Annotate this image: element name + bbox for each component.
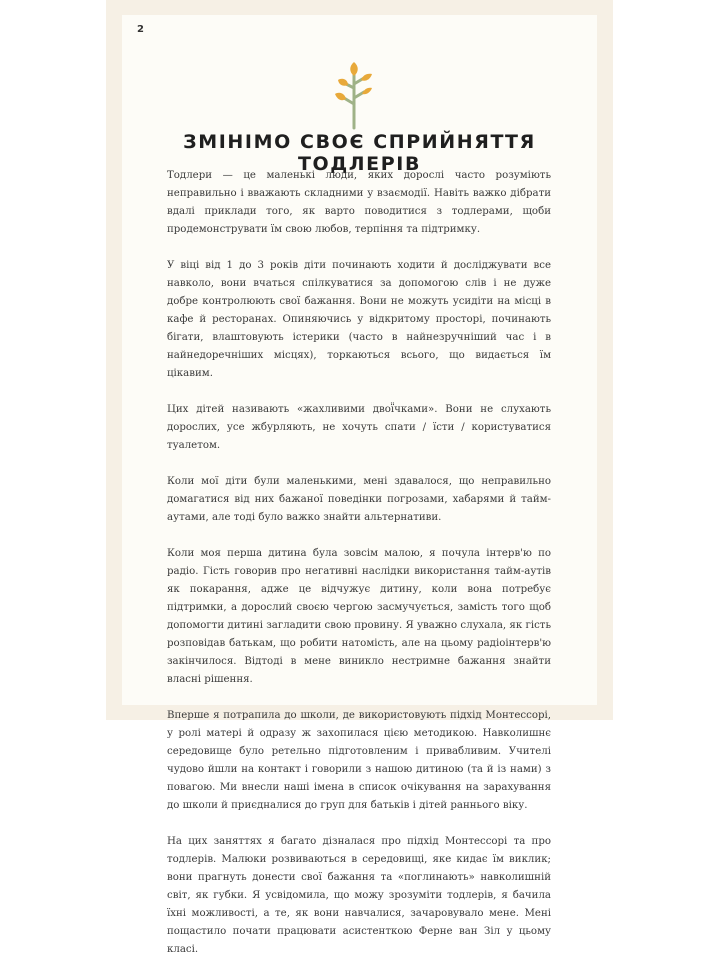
- paragraph: На цих заняттях я багато дізналася про підхід Монтессорі та про тодлерів. Малюки розвиваються в середовищі, яке кидає їм виклик; вони прагнуть донести свої бажання та «поглинають» навколишній світ, як губки. Я усвідомила, що можу зрозуміти тодлерів, я бачила їхні можливості, а те, як вони навчалися, зачаровувало мене. Мені пощастило почати працювати асистенткою Ферне ван Зіл у цьому класі.: [167, 836, 551, 955]
- page-number: 2: [137, 24, 144, 35]
- paragraph: Коли моя перша дитина була зовсім малою, я почула інтерв'ю по радіо. Гість говорив про негативні наслідки використання тайм-аутів як покарання, адже це відчужує дитину, коли вона потребує підтримки, а дорослий своєю чергою засмучується, замість того щоб допомогти дитині загладити свою провину. Я уважно слухала, як гість розповідав батькам, що робити натомість, але на цьому радіоінтерв'ю закінчилося. Відтоді в мене виникло нестримне бажання знайти власні рішення.: [167, 548, 551, 685]
- paragraph: У віці від 1 до 3 років діти починають ходити й досліджувати все навколо, вони вчаться спілкуватися за допомогою слів і не дуже добре контролюють свої бажання. Вони не можуть усидіти на місці в кафе й ресторанах. Опиняючись у відкритому просторі, починають бігати, влаштовують істерики (часто в найнезручніший час і в найнедоречніших місцях), торкаються всього, що видається їм цікавим.: [167, 260, 551, 379]
- paragraph: Коли мої діти були маленькими, мені здавалося, що неправильно домагатися від них бажаної поведінки погрозами, хабарями й тайм-аутами, але тоді було важко знайти альтернативи.: [167, 476, 551, 523]
- plant-sprig-icon: [326, 58, 382, 130]
- paragraph: Тодлери — це маленькі люди, яких дорослі часто розуміють неправильно і вважають складними у взаємодії. Навіть важко дібрати вдалі приклади того, як варто поводитися з тодлерами, щоби продемонструвати їм свою любов, терпіння та підтримку.: [167, 170, 551, 235]
- paragraph: Цих дітей називають «жахливими двої̈чками». Вони не слухають дорослих, усе жбурляють, не хочуть спати / їсти / користуватися туалетом.: [167, 404, 551, 451]
- chapter-title: ЗМІНІМО СВОЄ СПРИЙНЯТТЯ ТОДЛЕРІВ: [183, 131, 536, 175]
- paragraph: Вперше я потрапила до школи, де використовують підхід Монтессорі, у ролі матері й одразу ж захопилася цією методикою. Навколишнє середовище було ретельно підготовленим і привабливим. Учителі чудово йшли на контакт і говорили з нашою дитиною (та й із нами) з повагою. Ми внесли наші імена в список очікування на зарахування до школи й приєдналися до груп для батьків і дітей раннього віку.: [167, 710, 551, 811]
- body-text: [167, 167, 551, 977]
- book-page: [122, 15, 597, 955]
